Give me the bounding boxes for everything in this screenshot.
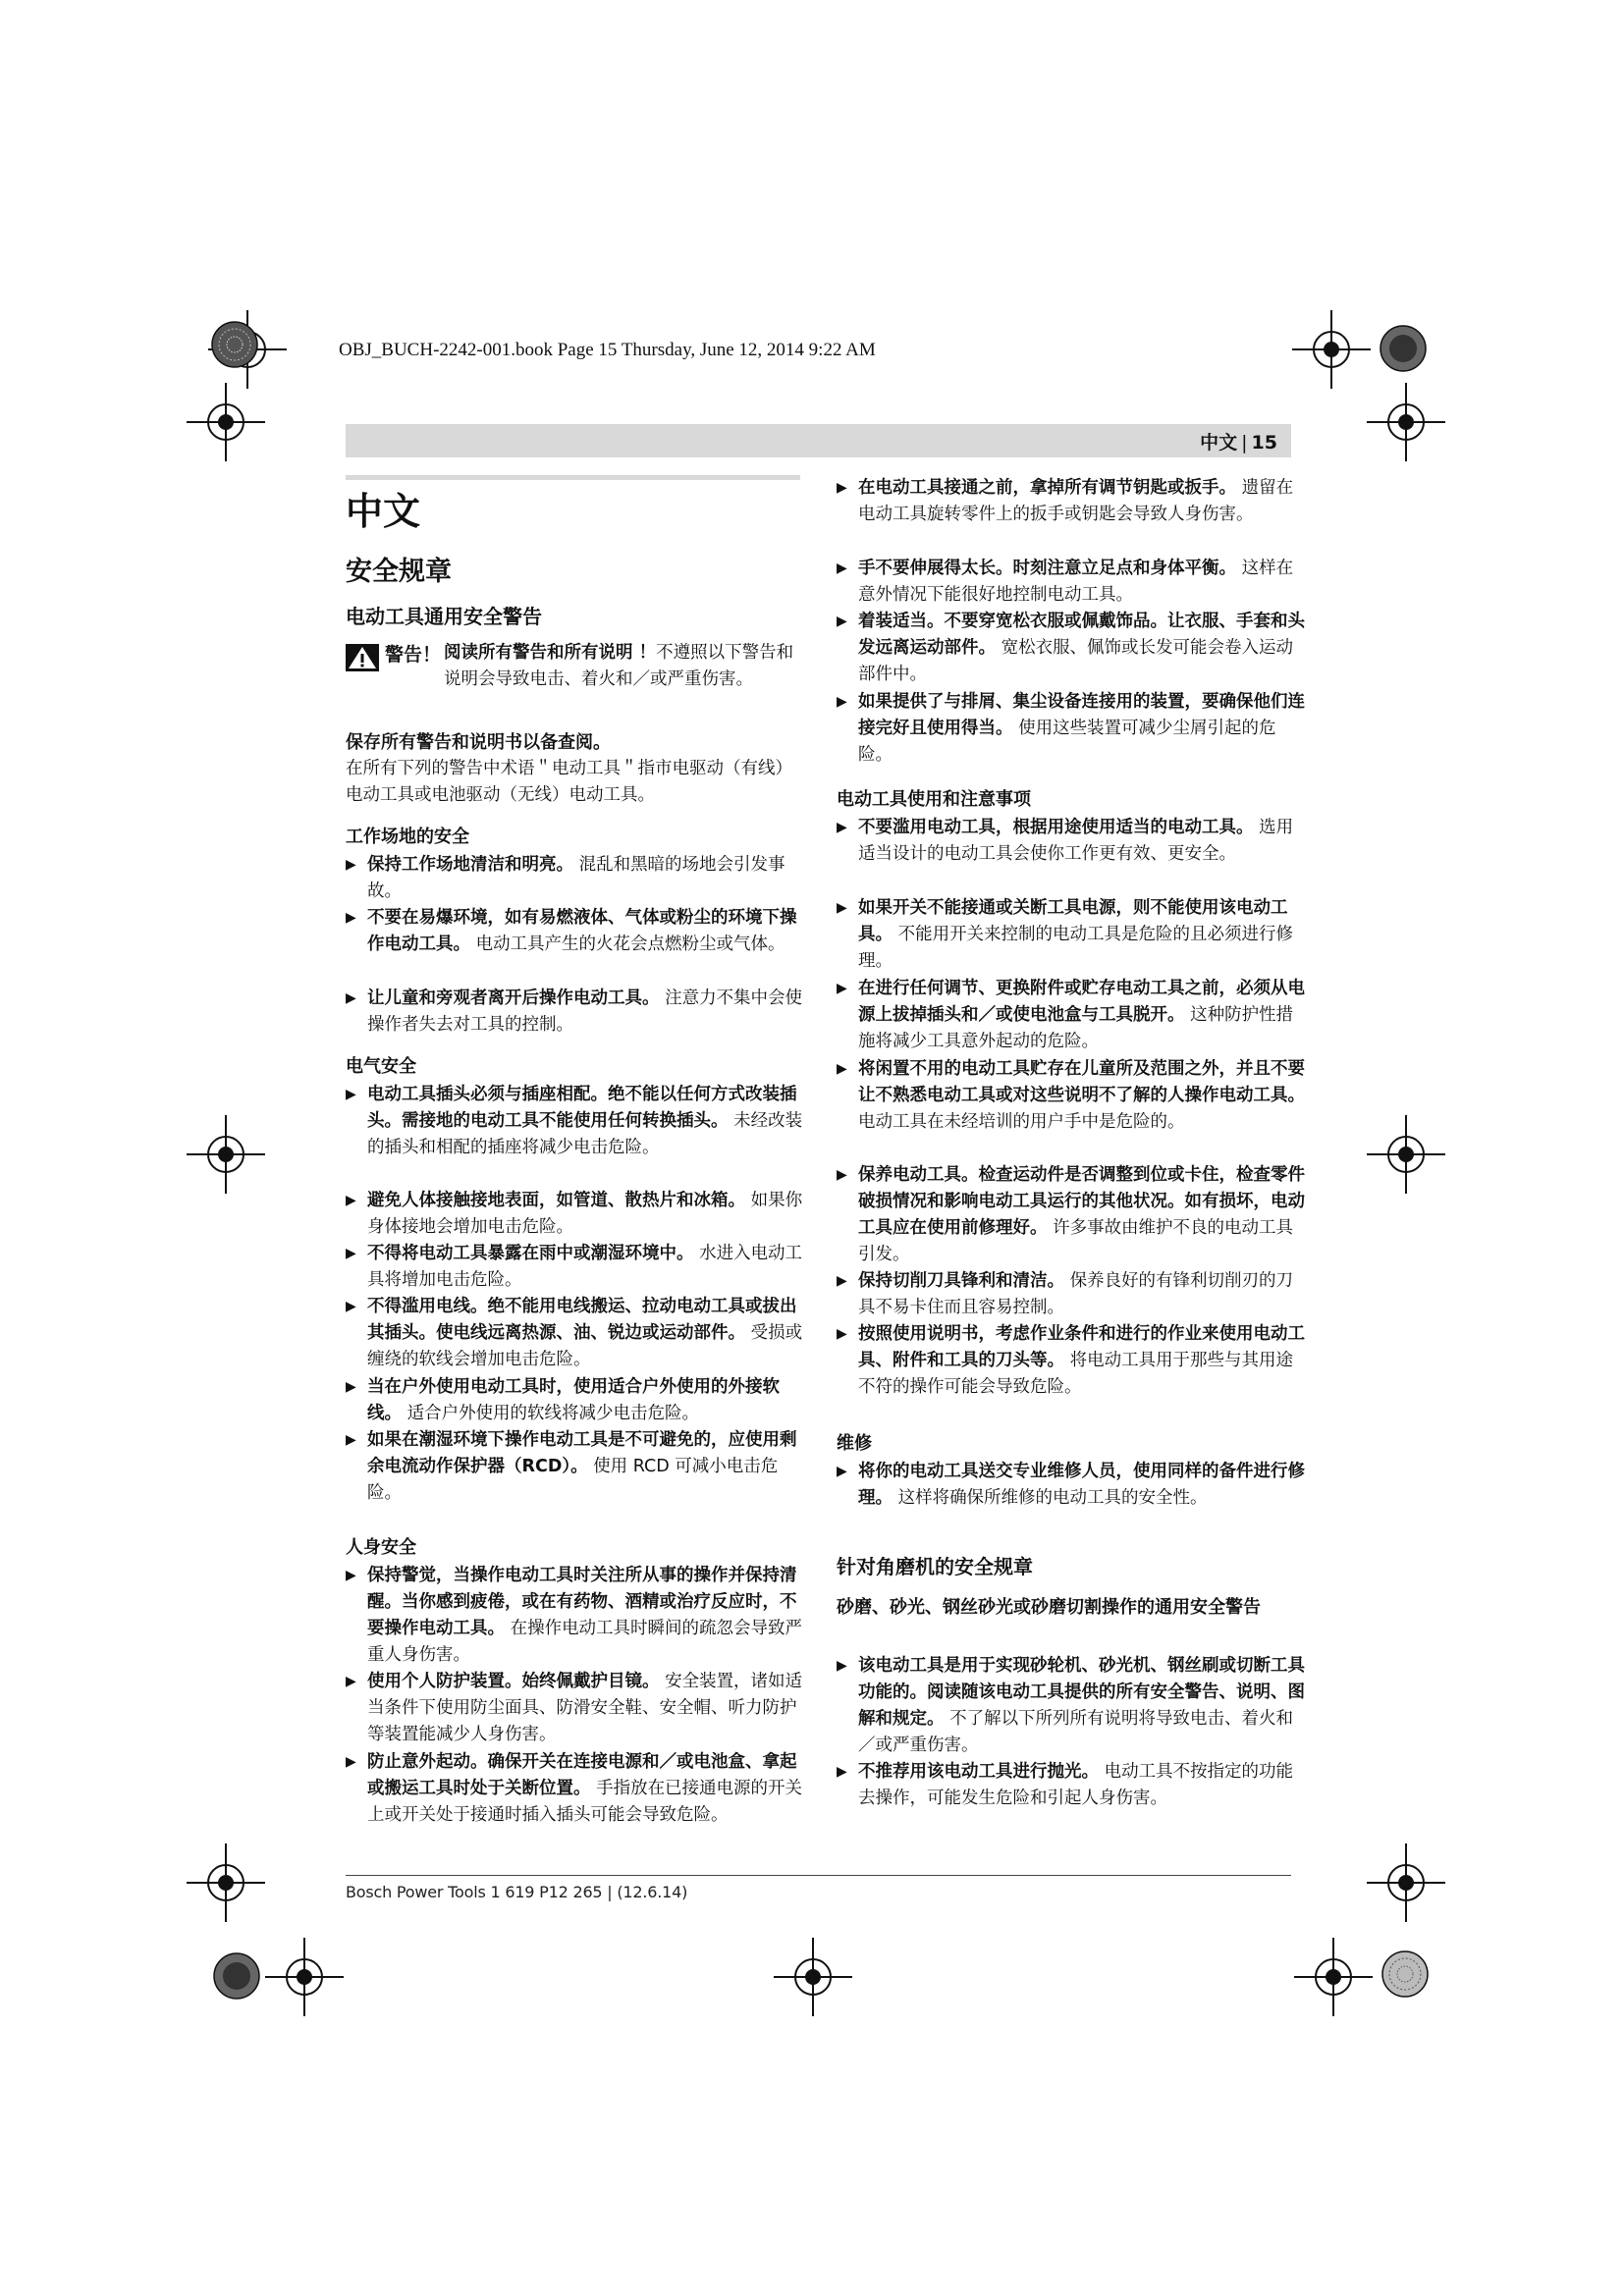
safety-title: 安全规章 (346, 557, 452, 587)
warning-triangle-icon (346, 644, 379, 675)
footer-text: Bosch Power Tools 1 619 P12 265 | (12.6.14) (346, 1883, 688, 1901)
bullet-text (858, 556, 1310, 609)
bullet-arrow-icon: ▶ (837, 480, 847, 496)
bullet-bold: 将你的电动工具送交专业维修人员，使用同样的备件进行修理。 (858, 1462, 1305, 1508)
bullet-text (858, 1459, 1310, 1512)
heading-service: 维修 (837, 1433, 872, 1454)
bullet-arrow-icon: ▶ (346, 1754, 356, 1770)
bullet-arrow-icon: ▶ (837, 1764, 847, 1780)
bullet-bold: 保持警觉，当操作电动工具时关注所从事的操作并保持清醒。当你感到疲倦，或在有药物、酒精或治疗反应时，不要操作电动工具。 (367, 1566, 797, 1638)
bullet-text (367, 1563, 807, 1669)
warning-label: 警告！ (385, 644, 442, 666)
bullet-bold: 着装适当。不要穿宽松衣服或佩戴饰品。让衣服、手套和头发远离运动部件。 (858, 612, 1305, 658)
bullet-arrow-icon: ▶ (346, 1568, 356, 1583)
bullet-body: 将电动工具用于那些与其用途不符的操作可能会导致危险。 (858, 1351, 1294, 1397)
bullet-item (837, 976, 1310, 1055)
header-page-number: 15 (1251, 432, 1277, 454)
bullet-text (367, 1294, 807, 1373)
bullet-text (858, 609, 1310, 688)
bullet-text (858, 1056, 1310, 1136)
bullet-bold: 电动工具插头必须与插座相配。绝不能以任何方式改装插头。需接地的电动工具不能使用任何转换插头。 (367, 1085, 797, 1131)
bullet-bold: 在进行任何调节、更换附件或贮存电动工具之前，必须从电源上拔掉插头和／或使电池盒与工具脱开。 (858, 979, 1305, 1025)
bullet-body: 混乱和黑暗的场地会引发事故。 (367, 855, 785, 901)
bullet-bold: 不要滥用电动工具，根据用途使用适当的电动工具。 (858, 818, 1254, 837)
bullet-arrow-icon: ▶ (837, 1061, 847, 1077)
warning-text (444, 640, 807, 693)
bullet-text (858, 689, 1310, 769)
bullet-body: 如果你身体接地会增加电击危险。 (367, 1191, 803, 1237)
bullet-item (837, 815, 1310, 868)
bullet-item (837, 1459, 1310, 1512)
bullet-bold: 将闲置不用的电动工具贮存在儿童所及范围之外，并且不要让不熟悉电动工具或对这些说明不了解的人操作电动工具。 (858, 1059, 1305, 1105)
bullet-item (837, 689, 1310, 769)
registration-mark-right-middle (1367, 1115, 1445, 1194)
heading-tool-use: 电动工具使用和注意事项 (837, 789, 1031, 810)
bullet-body: 这样在意外情况下能很好地控制电动工具。 (858, 559, 1294, 605)
book-file-line: OBJ_BUCH-2242-001.book Page 15 Thursday, June 12, 2014 9:22 AM (339, 340, 876, 360)
bullet-arrow-icon: ▶ (837, 981, 847, 996)
bullet-bold: 让儿童和旁观者离开后操作电动工具。 (367, 988, 660, 1008)
registration-mark-right-upper (1367, 383, 1445, 461)
bullet-item (837, 895, 1310, 975)
bullet-bold: 如果在潮湿环境下操作电动工具是不可避免的，应使用剩余电流动作保护器（RCD）。 (367, 1430, 797, 1476)
heading-electrical: 电气安全 (346, 1056, 416, 1077)
definition-text: 在所有下列的警告中术语＂电动工具＂指市电驱动（有线）电动工具或电池驱动（无线）电动工具。 (346, 759, 792, 805)
bullet-bold: 不得滥用电线。绝不能用电线搬运、拉动电动工具或拔出其插头。使电线远离热源、油、锐边或运动部件。 (367, 1297, 797, 1343)
header-separator: | (1241, 432, 1248, 454)
bullet-text (858, 976, 1310, 1055)
bullet-bold: 使用个人防护装置。始终佩戴护目镜。 (367, 1672, 660, 1691)
bullet-text (367, 852, 807, 905)
bullet-item (346, 1669, 807, 1748)
bullet-arrow-icon: ▶ (837, 561, 847, 576)
bullet-arrow-icon: ▶ (346, 1087, 356, 1102)
page-header (1200, 428, 1277, 454)
bullet-item (346, 1563, 807, 1669)
bullet-text (367, 1749, 807, 1829)
bullet-body: 使用这些装置可减少尘屑引起的危险。 (858, 719, 1276, 765)
bullet-arrow-icon: ▶ (346, 1674, 356, 1689)
bullet-text (858, 475, 1310, 528)
registration-mark-bottom-left (265, 1938, 344, 2016)
color-wheel-bottom-left (212, 1951, 261, 2001)
registration-mark-bottom-center (774, 1938, 852, 2016)
bullet-arrow-icon: ▶ (346, 1299, 356, 1314)
registration-mark-right-lower (1367, 1843, 1445, 1922)
bullet-arrow-icon: ▶ (837, 820, 847, 835)
bullet-arrow-icon: ▶ (837, 1658, 847, 1674)
bullet-text (858, 1653, 1310, 1759)
heading-grinder: 针对角磨机的安全规章 (837, 1555, 1033, 1578)
bullet-item (346, 1241, 807, 1294)
bullet-bold: 不推荐用该电动工具进行抛光。 (858, 1762, 1099, 1782)
bullet-body: 电动工具产生的火花会点燃粉尘或气体。 (470, 934, 785, 954)
bullet-arrow-icon: ▶ (837, 614, 847, 629)
bullet-text (367, 1082, 807, 1161)
bullet-bold: 不要在易爆环境，如有易燃液体、气体或粉尘的环境下操作电动工具。 (367, 908, 797, 954)
bullet-item (837, 609, 1310, 688)
bullet-item (346, 1294, 807, 1373)
bullet-bold: 如果开关不能接通或关断工具电源，则不能使用该电动工具。 (858, 898, 1288, 944)
bullet-bold: 在电动工具接通之前，拿掉所有调节钥匙或扳手。 (858, 478, 1236, 498)
color-wheel-bottom-right (1380, 1949, 1430, 1999)
bullet-body: 未经改装的插头和相配的插座将减少电击危险。 (367, 1111, 803, 1157)
bullet-body: 这样将确保所维修的电动工具的安全性。 (893, 1488, 1208, 1508)
bullet-text (858, 1759, 1310, 1812)
bullet-body: 安全装置，诸如适当条件下使用防尘面具、防滑安全鞋、安全帽、听力防护等装置能减少人身伤害。 (367, 1672, 803, 1744)
bullet-arrow-icon: ▶ (837, 1167, 847, 1183)
bullet-body: 手指放在已接通电源的开关上或开关处于接通时插入插头可能会导致危险。 (367, 1779, 803, 1825)
page-header-bar (346, 424, 1291, 457)
bullet-text (858, 1321, 1310, 1401)
registration-mark-left-upper (187, 383, 265, 461)
bullet-item (346, 905, 807, 958)
bullet-text (858, 895, 1310, 975)
registration-mark-left-lower (187, 1843, 265, 1922)
save-note: 保存所有警告和说明书以备查阅。 (346, 732, 611, 753)
bullet-item (346, 1427, 807, 1507)
bullet-bold: 防止意外起动。确保开关在连接电源和／或电池盒、拿起或搬运工具时处于关断位置。 (367, 1752, 797, 1798)
bullet-item (837, 1653, 1310, 1759)
bullet-item (346, 986, 807, 1039)
bullet-item (837, 1759, 1310, 1812)
bullet-body: 遗留在电动工具旋转零件上的扳手或钥匙会导致人身伤害。 (858, 478, 1294, 524)
bullet-arrow-icon: ▶ (346, 990, 356, 1006)
bullet-arrow-icon: ▶ (346, 1432, 356, 1448)
bullet-bold: 保持切削刀具锋利和清洁。 (858, 1271, 1064, 1291)
color-wheel-top-right (1379, 324, 1428, 373)
bullet-body: 这种防护性措施将减少工具意外起动的危险。 (858, 1005, 1294, 1051)
bullet-item (346, 1749, 807, 1829)
warning-block (346, 640, 807, 722)
bullet-bold: 手不要伸展得太长。时刻注意立足点和身体平衡。 (858, 559, 1236, 578)
bullet-item (346, 852, 807, 905)
bullet-body: 使用 RCD 可减小电击危险。 (367, 1457, 779, 1503)
bullet-bold: 当在户外使用电动工具时，使用适合户外使用的外接软线。 (367, 1377, 780, 1423)
bullet-arrow-icon: ▶ (346, 1246, 356, 1261)
bullet-arrow-icon: ▶ (346, 1193, 356, 1208)
bullet-body: 电动工具在未经培训的用户手中是危险的。 (858, 1112, 1185, 1132)
bullet-item (837, 475, 1310, 528)
bullet-text (367, 1374, 807, 1427)
bullet-arrow-icon: ▶ (346, 857, 356, 873)
bullet-body: 选用适当设计的电动工具会使你工作更有效、更安全。 (858, 818, 1294, 864)
bullet-item (837, 1268, 1310, 1321)
bullet-bold: 保持工作场地清洁和明亮。 (367, 855, 573, 875)
bullet-arrow-icon: ▶ (837, 1273, 847, 1289)
bullet-body: 不了解以下所列所有说明将导致电击、着火和／或严重伤害。 (858, 1709, 1294, 1755)
heading-work-area: 工作场地的安全 (346, 827, 469, 847)
bullet-item (837, 1056, 1310, 1136)
bullet-bold: 保养电动工具。检查运动件是否调整到位或卡住，检查零件破损情况和影响电动工具运行的其他状况。如有损坏，电动工具应在使用前修理好。 (858, 1165, 1305, 1238)
bullet-item (346, 1374, 807, 1427)
bullet-text (367, 1669, 807, 1748)
bullet-text (367, 986, 807, 1039)
bullet-arrow-icon: ▶ (837, 1464, 847, 1479)
registration-mark-left-middle (187, 1115, 265, 1194)
title-rule (346, 475, 800, 480)
bullet-item (837, 1321, 1310, 1401)
bullet-body: 在操作电动工具时瞬间的疏忽会导致严重人身伤害。 (367, 1619, 803, 1665)
bullet-body: 许多事故由维护不良的电动工具引发。 (858, 1218, 1294, 1264)
bullet-arrow-icon: ▶ (837, 1326, 847, 1342)
bullet-text (858, 1268, 1310, 1321)
bullet-arrow-icon: ▶ (837, 900, 847, 916)
color-wheel-top-left (210, 320, 259, 369)
bullet-body: 宽松衣服、佩饰或长发可能会卷入运动部件中。 (858, 638, 1294, 684)
bullet-body: 受损或缠绕的软线会增加电击危险。 (367, 1323, 803, 1369)
footer-rule (346, 1875, 1291, 1876)
bullet-arrow-icon: ▶ (837, 694, 847, 710)
bullet-arrow-icon: ▶ (346, 910, 356, 926)
warning-bold: 阅读所有警告和所有说明 ！ (444, 643, 657, 663)
bullet-item (346, 1188, 807, 1241)
bullet-bold: 避免人体接触接地表面，如管道、散热片和冰箱。 (367, 1191, 745, 1210)
bullet-body: 水进入电动工具将增加电击危险。 (367, 1244, 803, 1290)
bullet-body: 适合户外使用的软线将减少电击危险。 (402, 1404, 700, 1423)
bullet-body: 注意力不集中会使操作者失去对工具的控制。 (367, 988, 803, 1035)
bullet-text (367, 1188, 807, 1241)
bullet-arrow-icon: ▶ (346, 1379, 356, 1395)
bullet-body: 不能用开关来控制的电动工具是危险的且必须进行修理。 (858, 925, 1294, 971)
bullet-bold: 不得将电动工具暴露在雨中或潮湿环境中。 (367, 1244, 694, 1263)
bullet-text (858, 1162, 1310, 1268)
bullet-text (367, 1427, 807, 1507)
bullet-item (837, 556, 1310, 609)
bullet-body: 电动工具不按指定的功能去操作，可能发生危险和引起人身伤害。 (858, 1762, 1294, 1808)
bullet-item (346, 1082, 807, 1161)
registration-mark-top-right (1292, 310, 1371, 389)
grinder-subheading: 砂磨、砂光、钢丝砂光或砂磨切割操作的通用安全警告 (837, 1597, 1261, 1618)
warning-body: 不遵照以下警告和说明会导致电击、着火和／或严重伤害。 (444, 643, 794, 689)
general-heading: 电动工具通用安全警告 (346, 605, 542, 628)
bullet-bold: 如果提供了与排屑、集尘设备连接用的装置，要确保他们连接完好且使用得当。 (858, 692, 1305, 738)
header-section: 中文 (1200, 432, 1238, 454)
bullet-body: 保养良好的有锋利切削刃的刀具不易卡住而且容易控制。 (858, 1271, 1294, 1317)
bullet-text (367, 1241, 807, 1294)
bullet-bold: 按照使用说明书，考虑作业条件和进行的作业来使用电动工具、附件和工具的刀头等。 (858, 1324, 1305, 1370)
bullet-bold: 该电动工具是用于实现砂轮机、砂光机、钢丝刷或切断工具功能的。阅读随该电动工具提供的所有安全警告、说明、图解和规定。 (858, 1656, 1305, 1729)
bullet-text (367, 905, 807, 958)
registration-mark-bottom-right (1294, 1938, 1373, 2016)
heading-personal: 人身安全 (346, 1537, 416, 1558)
bullet-text (858, 815, 1310, 868)
page-title: 中文 (346, 490, 421, 533)
bullet-item (837, 1162, 1310, 1268)
